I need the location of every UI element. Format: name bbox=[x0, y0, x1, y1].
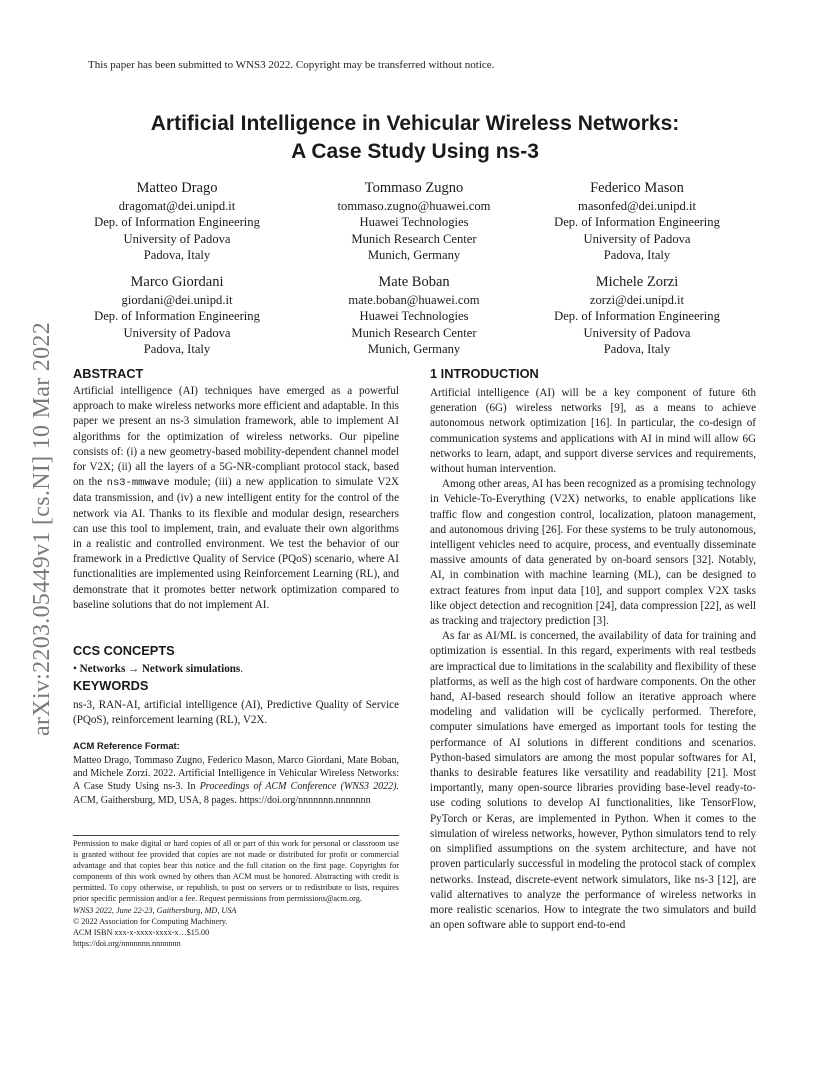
author-name: Michele Zorzi bbox=[595, 274, 679, 290]
author-block bbox=[309, 179, 519, 263]
author-inst: University of Padova bbox=[123, 231, 231, 246]
author-email[interactable]: dragomat@dei.unipd.it bbox=[118, 199, 236, 213]
left-column bbox=[73, 366, 399, 807]
title-line-2: A Case Study Using ns-3 bbox=[291, 140, 539, 163]
author-location: Padova, Italy bbox=[143, 247, 211, 262]
author-dept: Dep. of Information Engineering bbox=[94, 309, 260, 324]
ccs-arrow: → bbox=[125, 663, 142, 676]
acm-ref-text bbox=[73, 754, 399, 808]
abstract-heading: ABSTRACT bbox=[73, 366, 144, 381]
acm-ref-venue: Proceedings of ACM Conference (WNS3 2022). bbox=[199, 781, 399, 793]
title-line-1: Artificial Intelligence in Vehicular Wireless Networks: bbox=[150, 112, 680, 135]
right-column bbox=[430, 366, 756, 933]
author-email[interactable]: tommaso.zugno@huawei.com bbox=[337, 199, 491, 213]
author-dept: Huawei Technologies bbox=[359, 309, 469, 324]
permission-block bbox=[73, 838, 399, 949]
author-name: Mate Boban bbox=[378, 274, 450, 290]
permission-text: Permission to make digital or hard copies of all or part of this work for personal or classroom use is granted without fee provided that copies are not made or distributed for profit or commercial advantage and that copies bear this notice and the full citation on the first page. Copyrights for components of this work owned by others than ACM must be honored. Abstracting with credit is permitted. To copy otherwise, or republish, to post on servers or to redistribute to lists, requires prior specific permission and/or a fee. Request permissions from permissions@acm.org. bbox=[73, 839, 399, 904]
author-location: Padova, Italy bbox=[143, 341, 211, 356]
keywords-heading: KEYWORDS bbox=[73, 678, 149, 694]
author-block bbox=[72, 179, 282, 263]
author-name: Matteo Drago bbox=[136, 180, 218, 196]
doi-link[interactable]: https://doi.org/nnnnnnn.nnnnnnn bbox=[73, 938, 181, 948]
acm-ref-heading: ACM Reference Format: bbox=[73, 739, 180, 751]
footnote-divider bbox=[73, 835, 399, 836]
author-name: Marco Giordani bbox=[130, 274, 224, 290]
author-block bbox=[532, 179, 742, 263]
author-inst: University of Padova bbox=[583, 231, 691, 246]
author-block bbox=[309, 273, 519, 357]
author-dept: Dep. of Information Engineering bbox=[94, 215, 260, 230]
ccs-concepts bbox=[73, 662, 399, 677]
isbn-line: ACM ISBN xxx-x-xxxx-xxxx-x…$15.00 bbox=[73, 927, 210, 937]
author-inst: University of Padova bbox=[123, 325, 231, 340]
ccs-end: . bbox=[240, 663, 244, 676]
author-email[interactable]: giordani@dei.unipd.it bbox=[121, 293, 233, 307]
author-dept: Dep. of Information Engineering bbox=[554, 215, 720, 230]
keywords-text: ns-3, RAN-AI, artificial intelligence (AI), Predictive Quality of Service (PQoS), reinforcement learning (RL), V2X. bbox=[73, 699, 399, 727]
author-email[interactable]: zorzi@dei.unipd.it bbox=[589, 293, 685, 307]
abstract-code: ns3-mmwave bbox=[106, 477, 170, 490]
intro-paragraph-3: As far as AI/ML is concerned, the availability of data for training and optimization is essential. In this regard, experiments with real testbeds are impractical due to limitations in the scalability and flexibility of these platforms, as well as the high cost of hardware components. On the other hand, AI-based research should follow an iterative approach where modeling and validation will be cyclically performed. Therefore, computer simulations have emerged as important tools for testing the performance of AI solutions in different conditions and scenarios. Python-based simulators are among the most popular softwares for AI, thanks to desirable features like versatility and readability [21]. Most importantly, many open-source libraries providing base-level ready-to-use coding solutions to develop AI functionalities, like TensorFlow, PyTorch or Keras, are implemented in Python. When it comes to the simulation of wireless networks, however, Python simulators tend to rely on simplified assumptions on the system architecture, and have not proven particularly successful in modeling the protocol stack of complex networks. Instead, discrete-event network simulators, like ns-3 [12], are valid alternatives to analyze the performance of wireless networks in more realistic scenarios. How to integrate the two simulators and build an open software able to support end-to-end bbox=[430, 630, 756, 932]
ccs-bullet: • bbox=[73, 663, 80, 676]
author-block bbox=[532, 273, 742, 357]
author-name: Federico Mason bbox=[590, 180, 684, 196]
ccs-item-simulations: Network simulations bbox=[141, 663, 241, 676]
author-dept: Huawei Technologies bbox=[359, 215, 469, 230]
intro-paragraph-1: Artificial intelligence (AI) will be a key component of future 6th generation (6G) wireless networks [9], as a means to achieve autonomous network optimization [16]. In particular, the co-design of communication systems and applications with AI in mind will allow 6G networks to learn, adapt, and support diverse services and requirements, without human intervention. bbox=[430, 387, 756, 476]
abstract-text-b: module; (iii) a new application to simulate V2X data transmission, and (iv) a new intelligent entity for the control of the network via AI. Thanks to its flexible and modular design, researchers can use this tool to implement, train, and evaluate their own algorithms in a realistic and controlled environment. We test the behavior of our framework in a Predictive Quality of Service (PQoS) scenario, where AI functionalities are implemented using Reinforcement Learning (RL), and demonstrate that it promotes better network optimization compared to baseline solutions that do not implement AI. bbox=[73, 476, 399, 611]
author-dept: Dep. of Information Engineering bbox=[554, 309, 720, 324]
author-email[interactable]: mate.boban@huawei.com bbox=[348, 293, 480, 307]
author-block bbox=[72, 273, 282, 357]
author-email[interactable]: masonfed@dei.unipd.it bbox=[578, 199, 696, 213]
acm-ref-text-a: Matteo Drago, Tommaso Zugno, Federico Mason, Marco Giordani, Mate Boban, and Michele Zorzi. 2022. Artificial Intelligence in Vehicular Wireless Networks: A Case Study Using ns-3. In bbox=[73, 754, 399, 793]
ccs-heading: CCS CONCEPTS bbox=[73, 643, 175, 659]
abstract-text bbox=[73, 384, 399, 613]
paper-title bbox=[90, 110, 740, 166]
abstract-text-a: Artificial intelligence (AI) techniques have emerged as a powerful approach to make wireless networks more efficient and adaptable. In this paper we present an ns-3 simulation framework, able to implement AI algorithms for the optimization of wireless networks. Our pipeline consists of: (i) a new geometry-based mobility-dependent channel model for V2X; (ii) all the layers of a 5G-NR-compliant protocol stack, based on the bbox=[73, 385, 399, 489]
author-inst: Munich Research Center bbox=[351, 231, 477, 246]
author-location: Padova, Italy bbox=[603, 341, 671, 356]
intro-paragraph-2: Among other areas, AI has been recognized as a promising technology in Vehicle-To-Everything (V2X) networks, to enable applications like traffic flow and congestion control, localization, platoon management, and autonomous driving [26]. For these systems to be truly autonomous, intelligent vehicles need to acquire, process, and eventually disseminate massive amounts of data generated by on-board sensors [32]. Notably, AI, in combination with machine learning (ML), can be designed to extract features from input data [10], and support complex V2X tasks like object detection and recognition [24], data compression [22], as well as tracking and trajectory prediction [3]. bbox=[430, 478, 756, 628]
arxiv-watermark: arXiv:2203.05449v1 [cs.NI] 10 Mar 2022 bbox=[29, 322, 55, 736]
author-inst: Munich Research Center bbox=[351, 325, 477, 340]
ccs-item-networks: Networks bbox=[79, 663, 126, 676]
author-name: Tommaso Zugno bbox=[364, 180, 464, 196]
copyright-line: © 2022 Association for Computing Machinery. bbox=[73, 916, 228, 926]
submission-notice: This paper has been submitted to WNS3 2022. Copyright may be transferred without notice. bbox=[88, 59, 495, 71]
author-location: Munich, Germany bbox=[367, 247, 461, 262]
author-inst: University of Padova bbox=[583, 325, 691, 340]
introduction-heading: 1 INTRODUCTION bbox=[430, 366, 539, 381]
author-location: Munich, Germany bbox=[367, 341, 461, 356]
author-location: Padova, Italy bbox=[603, 247, 671, 262]
conference-line: WNS3 2022, June 22-23, Gaithersburg, MD, USA bbox=[73, 905, 237, 915]
acm-ref-text-b: ACM, Gaithersburg, MD, USA, 8 pages. https://doi.org/nnnnnnn.nnnnnnn bbox=[73, 794, 371, 806]
